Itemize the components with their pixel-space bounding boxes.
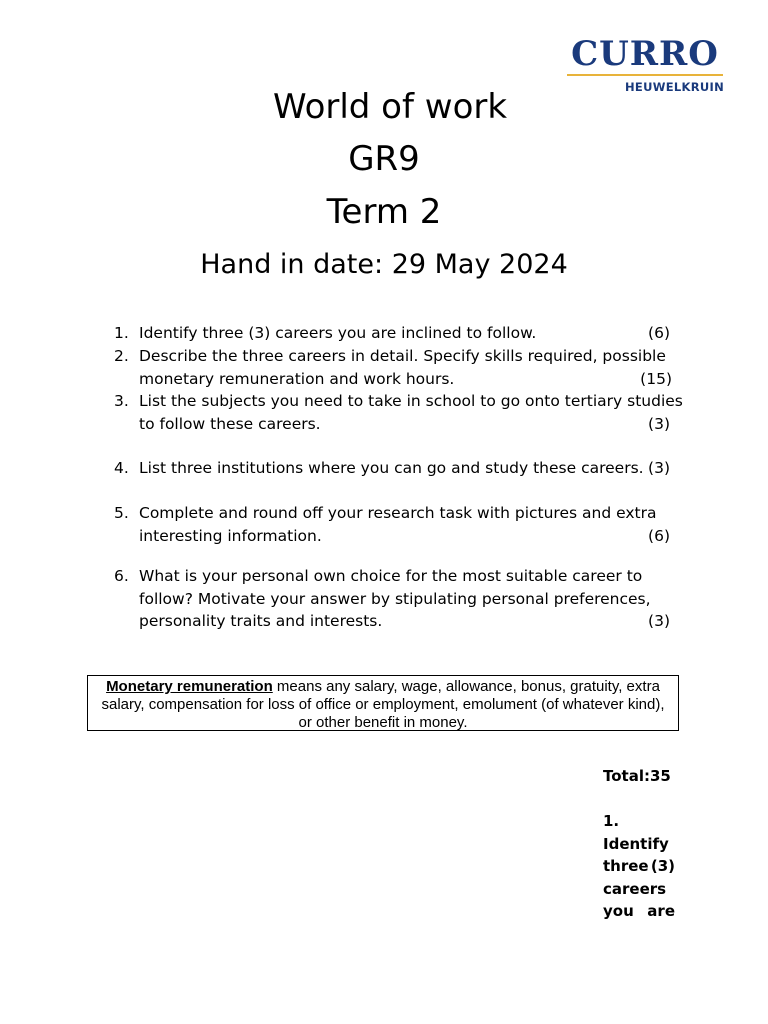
side-text: you [603,902,634,920]
question-text: Complete and round off your research task with pictures and extra [139,504,657,522]
definition-text: means any salary, wage, allowance, bonus, gratuity, extra [272,678,660,695]
question-item [114,565,684,633]
grade-label: GR9 [348,139,420,179]
side-text: careers [603,879,667,898]
definition-line: or other benefit in money. [298,714,468,731]
page-title: World of work [272,87,508,127]
side-text: are [647,902,675,920]
logo-campus: HEUWELKRUIN [625,80,724,94]
side-text: 1. [603,812,620,830]
question-text: personality traits and interests. [139,612,383,630]
definition-line [88,678,678,696]
question-marks: (3) [648,612,670,630]
side-text: (3) [650,857,675,875]
hand-in-date: Hand in date: 29 May 2024 [200,249,568,280]
question-text: follow? Motivate your answer by stipulating personal preferences, [139,589,651,608]
question-number: 6. [114,567,129,585]
question-item [114,502,684,547]
question-marks: (3) [648,459,670,477]
question-marks: (6) [648,526,670,545]
question-text: to follow these careers. [139,414,321,433]
question-item [114,457,684,480]
question-text: Describe the three careers in detail. Specify skills required, possible [139,347,666,365]
question-marks: (3) [648,414,670,433]
question-marks: (15) [640,369,672,388]
question-text: What is your personal own choice for the most suitable career to [139,567,643,585]
question-item [114,345,684,390]
term-label: Term 2 [326,192,442,232]
definition-line: salary, compensation for loss of office or employment, emolument (of whatever kind), [101,696,665,713]
definition-box [87,675,679,731]
logo-brand: CURRO [571,34,719,74]
definition-term: Monetary remuneration [106,678,273,695]
question-marks: (6) [648,324,670,342]
question-text: interesting information. [139,526,322,545]
question-text: monetary remuneration and work hours. [139,369,455,388]
question-number: 4. [114,459,129,477]
question-number: 1. [114,324,129,342]
side-column-text [603,810,675,923]
question-text: List the subjects you need to take in school to go onto tertiary studies [139,392,683,410]
question-item [114,390,684,435]
logo-divider [567,74,723,76]
question-text: Identify three (3) careers you are inclined to follow. [139,324,537,342]
side-text: Identify [603,834,669,853]
total-marks: Total:35 [603,767,671,785]
question-number: 2. [114,347,129,365]
question-item [114,322,684,345]
question-number: 5. [114,504,129,522]
question-number: 3. [114,392,129,410]
question-text: List three institutions where you can go and study these careers. [139,459,644,477]
side-text: three [603,857,649,875]
